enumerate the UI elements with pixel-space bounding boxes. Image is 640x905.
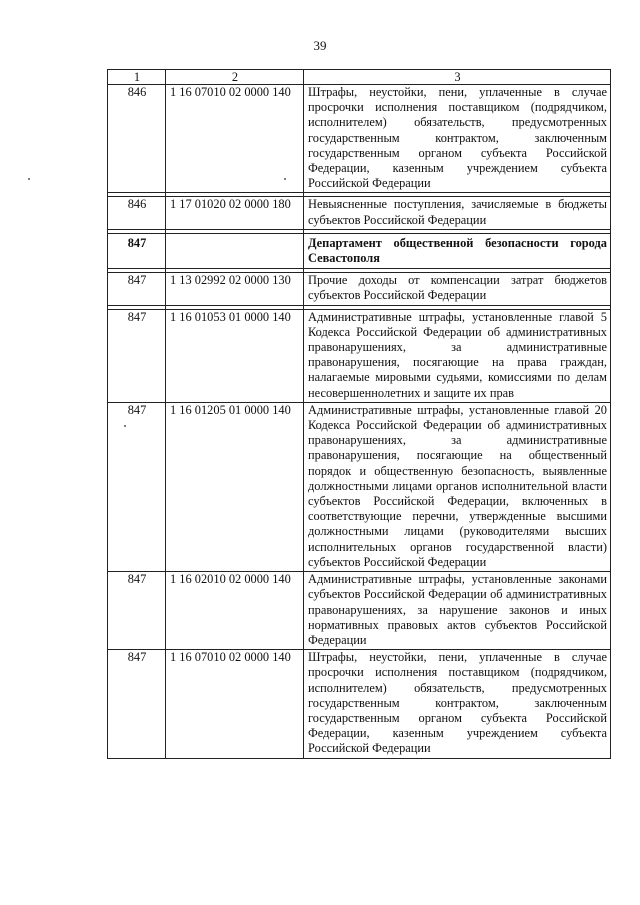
admin-code-cell: 847: [108, 309, 166, 402]
description-cell: Административные штрафы, установленные главой 20 Кодекса Российской Федерации об административных правонарушениях, за административные правонарушения, посягающие на общественный порядок и общественную безопасность, выявленные должностными лицами органов исполнительной власти субъектов Российской Федерации, включенных в соответствующие перечни, утвержденные высшими должностными лицами (руководителями высших исполнительных органов государственной власти) субъектов Российской Федерации: [304, 402, 611, 571]
budget-code-cell: 1 16 07010 02 0000 140: [166, 85, 304, 193]
description-cell: Штрафы, неустойки, пени, уплаченные в случае просрочки исполнения поставщиком (подрядчиком, исполнителем) обязательств, предусмотренных государственным контрактом, заключенным государственным органом субъекта Российской Федерации, казенным учреждением субъекта Российской Федерации: [304, 650, 611, 758]
table-row: [108, 650, 611, 758]
table-row: [108, 85, 611, 193]
page-number: 39: [313, 38, 327, 53]
admin-code-cell: 846: [108, 85, 166, 193]
department-row: [108, 233, 611, 268]
budget-code-cell: 1 16 01205 01 0000 140: [166, 402, 304, 571]
admin-code-cell: 847: [108, 402, 166, 571]
description-cell: Прочие доходы от компенсации затрат бюджетов субъектов Российской Федерации: [304, 273, 611, 305]
budget-code-cell: 1 16 07010 02 0000 140: [166, 650, 304, 758]
budget-code-cell: 1 16 02010 02 0000 140: [166, 572, 304, 650]
table-header-row: [108, 70, 611, 85]
column-3-header: 3: [304, 70, 611, 85]
table-row: [108, 402, 611, 571]
admin-code-cell: 847: [108, 233, 166, 268]
department-title: Департамент общественной безопасности города Севастополя: [304, 233, 611, 268]
description-cell: Невыясненные поступления, зачисляемые в бюджеты субъектов Российской Федерации: [304, 197, 611, 229]
admin-code-cell: 847: [108, 273, 166, 305]
budget-code-cell: 1 13 02992 02 0000 130: [166, 273, 304, 305]
table-row: [108, 309, 611, 402]
admin-code-cell: 846: [108, 197, 166, 229]
description-cell: Штрафы, неустойки, пени, уплаченные в случае просрочки исполнения поставщиком (подрядчиком, исполнителем) обязательств, предусмотренных государственным контрактом, заключенным государственным органом субъекта Российской Федерации, казенным учреждением субъекта Российской Федерации: [304, 85, 611, 193]
scan-speck: [28, 178, 30, 180]
budget-code-cell: 1 17 01020 02 0000 180: [166, 197, 304, 229]
column-2-header: 2: [166, 70, 304, 85]
table-row: [108, 197, 611, 229]
description-cell: Административные штрафы, установленные законами субъектов Российской Федерации об административных правонарушениях, за нарушение законов и иных нормативных правовых актов субъектов Российской Федерации: [304, 572, 611, 650]
table-row: [108, 572, 611, 650]
column-1-header: 1: [108, 70, 166, 85]
scan-speck: [284, 178, 286, 180]
budget-code-cell: [166, 233, 304, 268]
admin-code-cell: 847: [108, 650, 166, 758]
description-cell: Административные штрафы, установленные главой 5 Кодекса Российской Федерации об административных правонарушениях, за административные правонарушения, посягающие на права граждан, налагаемые мировыми судьями, комиссиями по делам несовершеннолетних и защите их прав: [304, 309, 611, 402]
table-row: [108, 273, 611, 305]
scan-speck: [124, 425, 126, 427]
admin-code-cell: 847: [108, 572, 166, 650]
revenue-codes-table: [107, 69, 611, 759]
budget-code-cell: 1 16 01053 01 0000 140: [166, 309, 304, 402]
